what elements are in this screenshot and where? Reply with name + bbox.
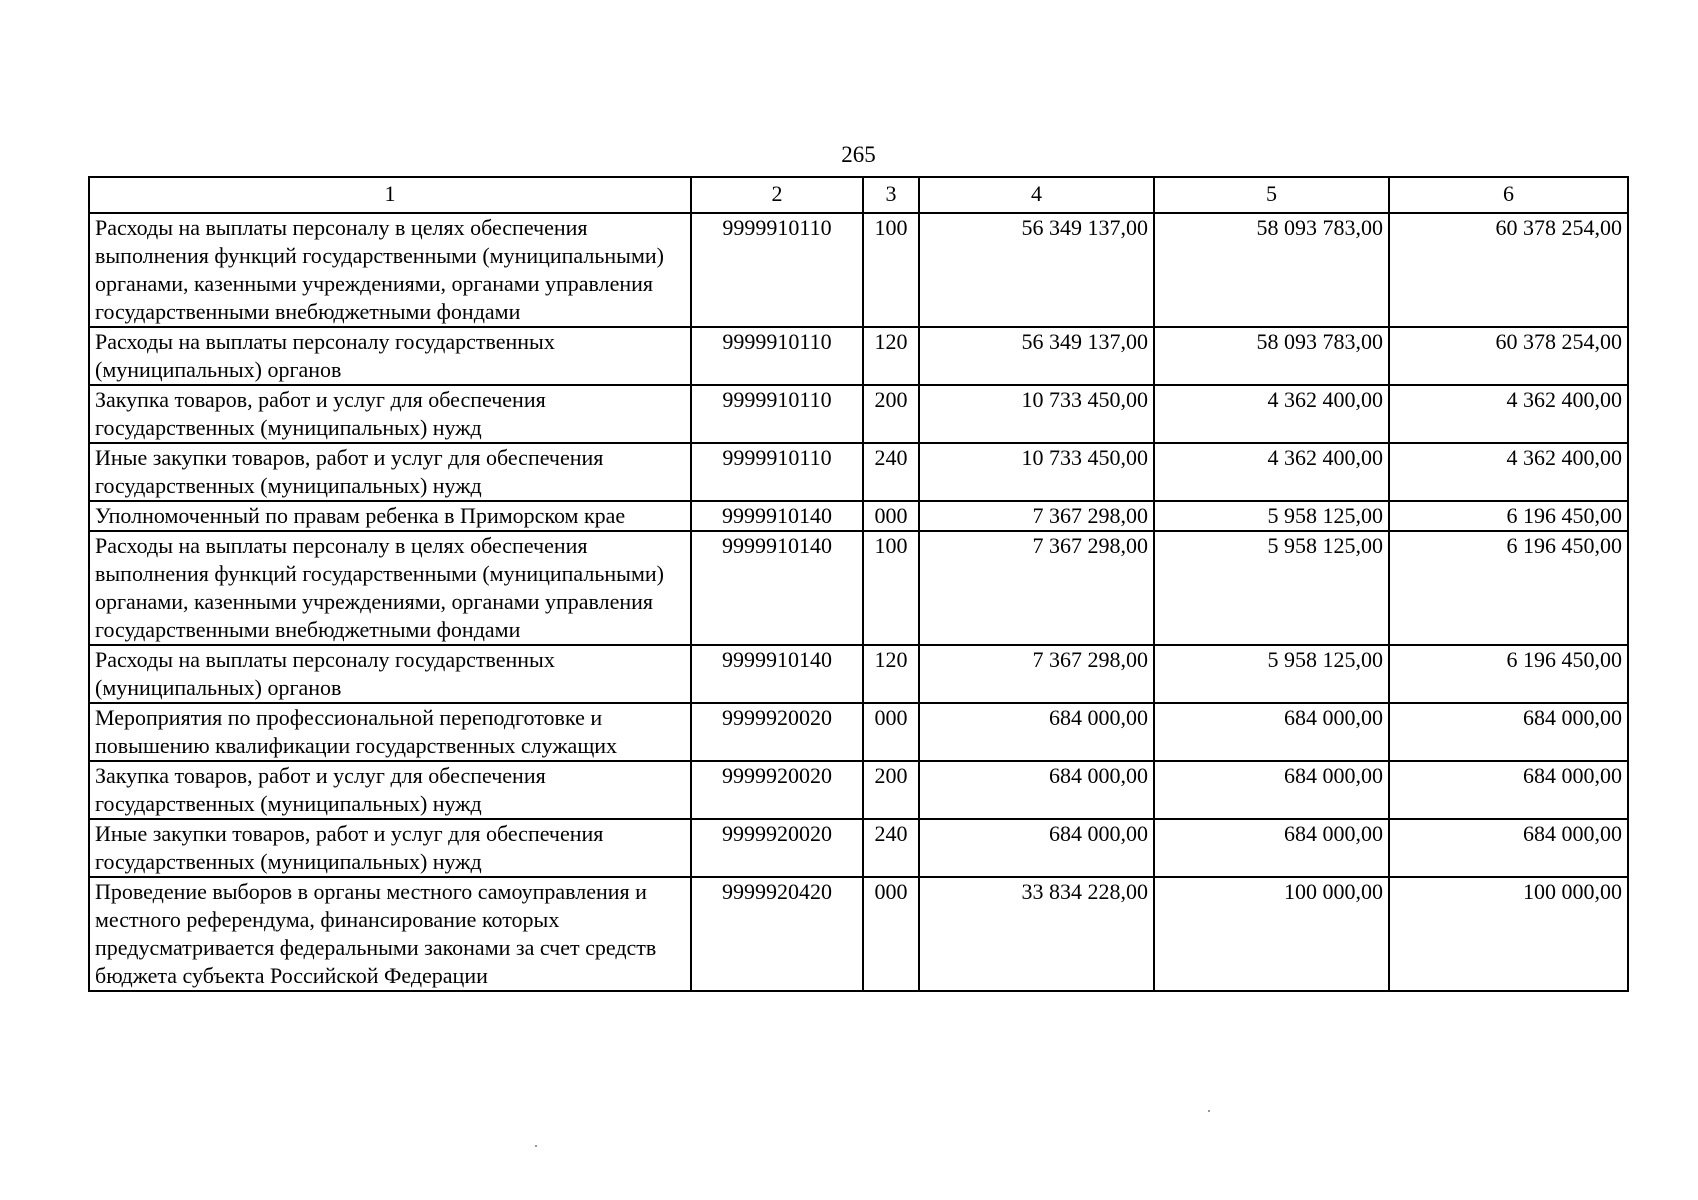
row-amount-col5: 58 093 783,00 (1154, 213, 1389, 327)
budget-table (88, 176, 1629, 992)
row-name: Закупка товаров, работ и услуг для обеспечения государственных (муниципальных) нужд (89, 385, 691, 443)
row-name: Уполномоченный по правам ребенка в Приморском крае (89, 501, 691, 531)
column-header-2: 2 (691, 177, 863, 213)
column-header-5: 5 (1154, 177, 1389, 213)
row-amount-col6: 100 000,00 (1389, 877, 1628, 991)
table-row (89, 443, 1628, 501)
row-target-code: 9999910140 (691, 531, 863, 645)
table-row (89, 385, 1628, 443)
row-amount-col5: 100 000,00 (1154, 877, 1389, 991)
row-amount-col4: 7 367 298,00 (919, 531, 1154, 645)
column-header-6: 6 (1389, 177, 1628, 213)
row-expense-type: 000 (863, 501, 919, 531)
row-target-code: 9999910140 (691, 501, 863, 531)
row-target-code: 9999910110 (691, 385, 863, 443)
row-expense-type: 240 (863, 443, 919, 501)
row-amount-col5: 684 000,00 (1154, 819, 1389, 877)
row-amount-col6: 684 000,00 (1389, 703, 1628, 761)
row-target-code: 9999910140 (691, 645, 863, 703)
row-amount-col4: 56 349 137,00 (919, 327, 1154, 385)
row-name: Расходы на выплаты персоналу в целях обеспечения выполнения функций государственными (муниципальными) органами, казенными учреждениями, органами управления государственными внебюджетными фондами (89, 213, 691, 327)
row-amount-col6: 6 196 450,00 (1389, 501, 1628, 531)
row-amount-col4: 7 367 298,00 (919, 645, 1154, 703)
row-amount-col5: 4 362 400,00 (1154, 443, 1389, 501)
row-amount-col6: 60 378 254,00 (1389, 327, 1628, 385)
row-amount-col6: 60 378 254,00 (1389, 213, 1628, 327)
header-row (89, 177, 1628, 213)
row-name: Закупка товаров, работ и услуг для обеспечения государственных (муниципальных) нужд (89, 761, 691, 819)
table-row (89, 501, 1628, 531)
row-name: Иные закупки товаров, работ и услуг для обеспечения государственных (муниципальных) нужд (89, 819, 691, 877)
row-target-code: 9999920020 (691, 819, 863, 877)
row-amount-col5: 684 000,00 (1154, 761, 1389, 819)
row-amount-col6: 684 000,00 (1389, 819, 1628, 877)
table-row (89, 213, 1628, 327)
row-name: Проведение выборов в органы местного самоуправления и местного референдума, финансирование которых предусматривается федеральными законами за счет средств бюджета субъекта Российской Федерации (89, 877, 691, 991)
scan-speck (1208, 1110, 1210, 1112)
row-amount-col6: 684 000,00 (1389, 761, 1628, 819)
row-expense-type: 200 (863, 761, 919, 819)
table-row (89, 531, 1628, 645)
row-amount-col6: 6 196 450,00 (1389, 531, 1628, 645)
row-amount-col4: 684 000,00 (919, 761, 1154, 819)
row-amount-col5: 5 958 125,00 (1154, 531, 1389, 645)
row-expense-type: 000 (863, 703, 919, 761)
row-expense-type: 120 (863, 327, 919, 385)
column-header-1: 1 (89, 177, 691, 213)
row-name: Расходы на выплаты персоналу государственных (муниципальных) органов (89, 645, 691, 703)
table-row (89, 877, 1628, 991)
scan-speck (535, 1145, 537, 1147)
column-header-4: 4 (919, 177, 1154, 213)
row-amount-col6: 6 196 450,00 (1389, 645, 1628, 703)
row-expense-type: 000 (863, 877, 919, 991)
row-target-code: 9999910110 (691, 327, 863, 385)
row-amount-col5: 58 093 783,00 (1154, 327, 1389, 385)
table-row (89, 761, 1628, 819)
row-expense-type: 200 (863, 385, 919, 443)
row-amount-col6: 4 362 400,00 (1389, 385, 1628, 443)
row-target-code: 9999910110 (691, 443, 863, 501)
row-amount-col5: 5 958 125,00 (1154, 645, 1389, 703)
row-amount-col4: 684 000,00 (919, 819, 1154, 877)
row-target-code: 9999920420 (691, 877, 863, 991)
table-row (89, 819, 1628, 877)
table-row (89, 327, 1628, 385)
row-amount-col4: 7 367 298,00 (919, 501, 1154, 531)
row-expense-type: 100 (863, 213, 919, 327)
row-expense-type: 240 (863, 819, 919, 877)
page-number: 265 (841, 142, 876, 167)
row-expense-type: 100 (863, 531, 919, 645)
table-row (89, 645, 1628, 703)
row-amount-col4: 10 733 450,00 (919, 385, 1154, 443)
row-name: Мероприятия по профессиональной переподготовке и повышению квалификации государственных служащих (89, 703, 691, 761)
row-amount-col5: 4 362 400,00 (1154, 385, 1389, 443)
row-amount-col4: 684 000,00 (919, 703, 1154, 761)
table-row (89, 703, 1628, 761)
row-expense-type: 120 (863, 645, 919, 703)
row-target-code: 9999910110 (691, 213, 863, 327)
column-header-3: 3 (863, 177, 919, 213)
row-target-code: 9999920020 (691, 703, 863, 761)
row-amount-col4: 10 733 450,00 (919, 443, 1154, 501)
row-amount-col4: 33 834 228,00 (919, 877, 1154, 991)
row-name: Иные закупки товаров, работ и услуг для обеспечения государственных (муниципальных) нужд (89, 443, 691, 501)
row-name: Расходы на выплаты персоналу в целях обеспечения выполнения функций государственными (муниципальными) органами, казенными учреждениями, органами управления государственными внебюджетными фондами (89, 531, 691, 645)
row-amount-col6: 4 362 400,00 (1389, 443, 1628, 501)
row-amount-col5: 5 958 125,00 (1154, 501, 1389, 531)
row-name: Расходы на выплаты персоналу государственных (муниципальных) органов (89, 327, 691, 385)
row-amount-col4: 56 349 137,00 (919, 213, 1154, 327)
row-target-code: 9999920020 (691, 761, 863, 819)
row-amount-col5: 684 000,00 (1154, 703, 1389, 761)
